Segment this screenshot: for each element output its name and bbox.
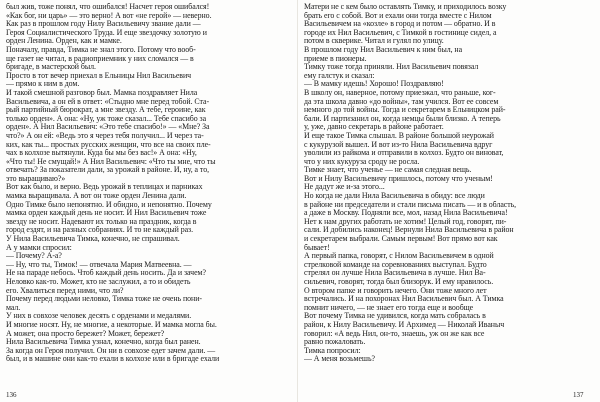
text-line: Тимке знает, что ученье — не самая следная вещь. — [304, 166, 472, 175]
text-line: брать его с собой. Вот и ехали они тогда вместе с Нилом — [304, 11, 492, 20]
text-line: приеме в пионеры. — [304, 54, 367, 63]
text-line: у, уже, давно секретарь в районе работает. — [304, 123, 444, 132]
text-line: И многие носят. Ну, не многие, а некоторые. И мамка могла бы. — [6, 320, 217, 329]
text-line: Но когда не дали Нила Васильевича в обиду: все люди — [304, 192, 485, 201]
text-line: Нет к нам других работать не хотим! Целый год, говорят, пи- — [304, 217, 507, 226]
text-line: чах в колхозе вытянули. Куда бы мы без вас!» А она: «Ну, — [6, 149, 197, 158]
text-line: У них в совхозе человек десять с орденами и медалями. — [6, 312, 192, 321]
text-line: Одно Тимке было непонятно. И обидно, и непонятно. Почему — [6, 200, 212, 209]
text-line: немного до той войны. Тогда и секретарем в Ельницком рай- — [304, 106, 506, 115]
text-line: городе их Нил Васильевич, с Тимкой в гостинице сидел, а — [304, 28, 497, 37]
text-line: — А меня возьмешь? — [304, 355, 375, 364]
text-line: орден Ленина. Орден, как и мамке. — [6, 37, 122, 46]
text-line: бали. И партизанил он, когда немцы были близко. А теперь — [304, 114, 501, 123]
text-line: Матери не с кем было оставлять Тимку, и приходилось возку — [304, 3, 507, 11]
left-page-number: 136 — [6, 391, 17, 399]
text-line: Просто в тот вечер приехал в Ельницы Нил Васильевич — [6, 71, 192, 80]
text-line: что?» А он ей: «Ведь это я через тебя получил... И через та- — [6, 131, 204, 140]
text-line: Вот и Нилу Васильевичу пришлось, потому что ученым! — [304, 174, 493, 183]
text-line: В школу он, наверное, потому приезжал, что раньше, ког- — [304, 88, 496, 97]
text-line: город ездят, и на разных собраниях. И то не каждый раз. — [6, 226, 194, 235]
page-gutter — [297, 0, 298, 402]
text-line: это выращиваю?» — [6, 174, 66, 183]
text-line: и секретарем выбрали. Самым первым! Вот прямо вот как — [304, 235, 498, 244]
text-line: его. Хвалиться перед ними, что ли? — [6, 286, 124, 295]
text-line: Героя Социалистического Труда. И еще звездочку золотую и — [6, 28, 207, 37]
text-line: «Как бог, ни царь» — это верно! А вот «не герой» — неверно. — [6, 11, 212, 20]
text-line: — Ну, что ты, Тимок! — отвечала Мария Матвеевна. — — [6, 260, 192, 269]
text-line: орден». А Нил Васильевич: «Это тебе спасибо!» — «Мне? За — [6, 123, 210, 132]
text-line: ще газет не читал, в радиоприемник у них сломался — в — [6, 54, 194, 63]
text-line: что у них кукуруза сроду не росла. — [304, 157, 420, 166]
right-page — [304, 3, 594, 399]
text-line: — Почему? А-а? — [6, 252, 62, 261]
text-line: Вот почему Тимка не удивился, когда мать собралась в — [304, 312, 486, 321]
text-line: Не на параде небось. Чтоб каждый день носить. Да и зачем? — [6, 269, 206, 278]
text-line: бывает! — [304, 243, 330, 252]
text-line: уволили из райкома и отправили в колхоз. Будто он виноват, — [304, 149, 504, 158]
text-line: Как раз в прошлом году Нилу Васильевичу звание дали — — [6, 20, 201, 29]
text-line: сильевич, говорят, тогда был близорук. И ему нравилось. — [304, 278, 494, 286]
text-line: был, и в машине они как-то ехали в колхозе или в бригаде ехали — [6, 355, 220, 364]
text-line: бригаде, в мастерской был. — [6, 63, 96, 72]
text-line: Почему перед людьми неловко, Тимка тоже не очень пони- — [6, 295, 202, 304]
text-line: помнит ничего, — не знает его тогда еще и вообще — [304, 303, 474, 312]
text-line: встречались. И на похоронах Нил Васильевич был. А Тимка — [304, 295, 504, 304]
text-line: — прямо к ним в дом. — [6, 80, 80, 89]
right-page-text — [304, 3, 594, 364]
text-line: «Что ты! Не смущай!» А Нил Васильевич: «Что ты мне, что ты — [6, 157, 216, 166]
left-page-text — [6, 3, 296, 364]
text-line: А может, она просто бережет? Может, бережет? — [6, 329, 165, 338]
left-page — [6, 3, 296, 399]
text-line: говорил: «А ведь Нил, он-то, знаешь, уж он же как все — [304, 329, 485, 338]
text-line: отвечать? За показатели дали, за урожай в районе. И, ну, а то, — [6, 166, 210, 175]
text-line: В прошлом году Нил Васильевич к ним был, на — [304, 45, 463, 54]
text-line: потом в скверике. Читал и гулял по улицу. — [304, 37, 444, 46]
text-line: А первый папка, говорят, с Нилом Васильевичем в одной — [304, 252, 494, 261]
text-line: — В мамку идешь! Хорошо! Поздравляю! — [304, 80, 444, 89]
text-line: да эта школа давно «до войны», там учился. Вот ее совсем — [304, 97, 499, 106]
text-line: равно пожаловать. — [304, 338, 366, 347]
text-line: стрелял он лучше Нила Васильевича в лучше. Нил Ва- — [304, 269, 486, 278]
text-line: ких, как ты... простых русских женщин, что все на своих пле- — [6, 140, 211, 149]
text-line: У Нила Васильевича Тимка, конечно, не спрашивал. — [6, 235, 180, 244]
text-line: ему галстук и сказал: — [304, 71, 375, 80]
right-page-number: 137 — [573, 391, 584, 399]
text-line: О втором папке и говорить нечего. Они тоже много лет — [304, 286, 487, 295]
text-line: звезду не носит. Надевают их только на праздник, когда в — [6, 217, 197, 226]
text-line: был жив, тоже понял, что ошибался! Насчет героя ошибался! — [6, 3, 210, 11]
text-line: мал. — [6, 303, 21, 312]
text-line: с кукурузой вышел. И вот из-то Нила Васильевича вдруг — [304, 140, 493, 149]
text-line: рый партийный бюрократ, а мне звезду. А тебе, героине, как — [6, 106, 206, 115]
text-line: И такой смешной разговор был. Мамка поздравляет Нила — [6, 88, 198, 97]
text-line: А у мамки спросил: — [6, 243, 72, 252]
text-line: сали. И добились наконец! Вернули Нила Васильевича в район — [304, 226, 514, 235]
text-line: в районе ни председатели и стали письма писать — и в область, — [304, 200, 517, 209]
text-line: Васильевича, а он ей в ответ: «Стыдно мне перед тобой. Ста- — [6, 97, 210, 106]
text-line: Васильевичем на «козле» в город и потом — обратно. И в — [304, 20, 496, 29]
text-line: Тимка попросил: — [304, 346, 361, 355]
text-line: За когда он Героя получил. Он ни в совхозе едет зачем дали. — — [6, 346, 216, 355]
text-line: Нила Васильевича Тимка узнал, конечно, когда был ранен. — [6, 338, 201, 347]
text-line: а даже в Москву. Подняли все, мол, назад Нила Васильевича! — [304, 209, 508, 218]
text-line: только орден». А она: «Ну, уж тоже сказал... Тебе спасибо за — [6, 114, 207, 123]
text-line: Вот как было, и верно. Ведь урожай в теплицах и парниках — [6, 183, 203, 192]
text-line: Поначалу, правда, Тимка не знал этого. Потому что вооб- — [6, 45, 196, 54]
text-line: Неловко как-то. Может, кто не заслужил, а то и обидеть — [6, 278, 191, 286]
text-line: стрелковой команде на соревнованиях выступал. Будто — [304, 260, 487, 269]
text-line: И еще такое Тимка слышал. В районе большой неурожай — [304, 131, 494, 140]
text-line: район, к Нилу Васильевичу. И Архимед — Николай Иваныч — [304, 320, 505, 329]
text-line: Не дадут же и-за этого... — [304, 183, 385, 192]
text-line: мамка выращивала. А вот он тоже орден Ленина дали. — [6, 192, 187, 201]
text-line: мамка орден каждый день не носит. И Нил Васильевич тоже — [6, 209, 207, 218]
text-line: Тимку тоже тогда приняли. Нил Васильевич повязал — [304, 63, 479, 72]
